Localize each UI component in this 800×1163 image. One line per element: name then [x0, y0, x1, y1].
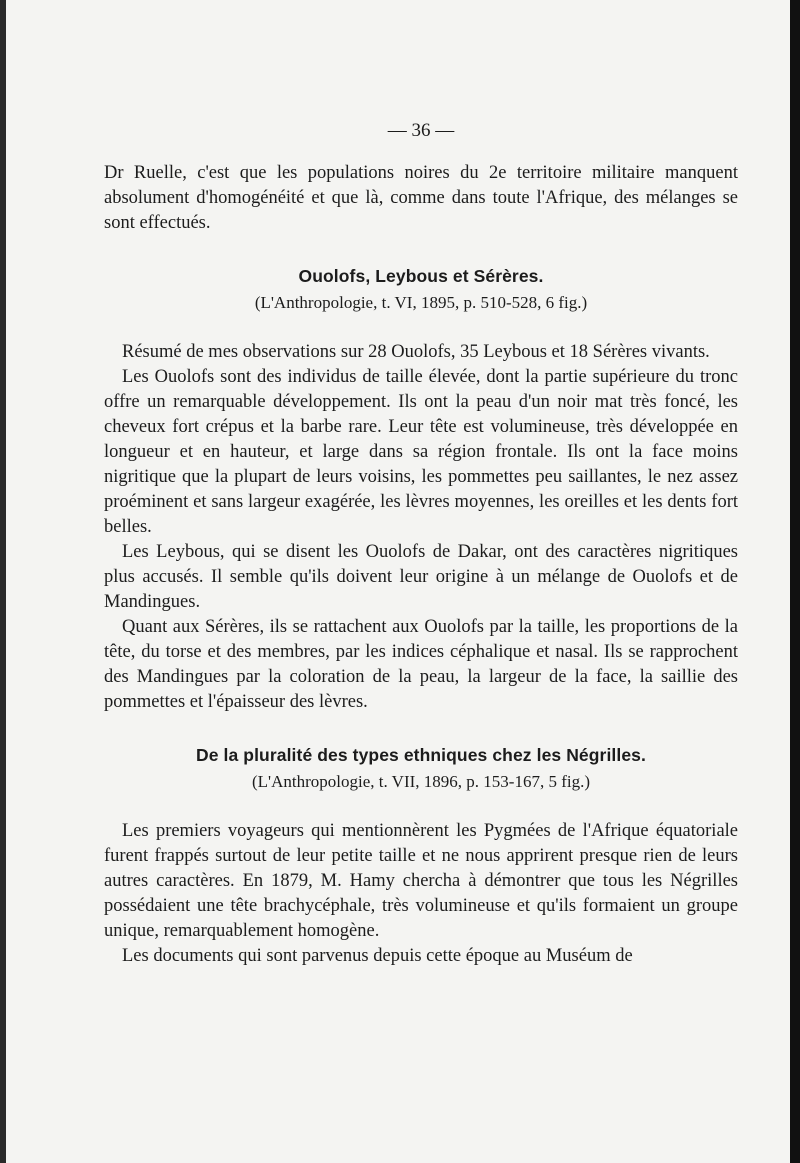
scan-left-edge [0, 0, 6, 1163]
paragraph: Quant aux Sérères, ils se rattachent aux Ouolofs par la taille, les proportions de la tête, du torse et des membres, par les indices céphalique et nasal. Ils se rapprochent des Mandingues par la coloration de la peau, la largeur de la face, la saillie des pommettes et l'épaisseur des lèvres. [104, 617, 738, 712]
page-number: — 36 — [387, 120, 455, 141]
scan-right-edge [790, 0, 800, 1163]
section-title-ouolofs: Ouolofs, Leybous et Sérères. [298, 266, 544, 286]
section-citation-negrilles: (L'Anthropologie, t. VII, 1896, p. 153-167, 5 fig.) [252, 772, 590, 791]
section-title-negrilles: De la pluralité des types ethniques chez les Négrilles. [196, 745, 646, 765]
paragraph: Résumé de mes observations sur 28 Ouolofs, 35 Leybous et 18 Sérères vivants. [122, 342, 710, 362]
intro-paragraph: Dr Ruelle, c'est que les populations noires du 2e territoire militaire manquent absolument d'homogénéité et que là, comme dans toute l'Afrique, des mélanges se sont effectués. [104, 163, 738, 233]
text-column [104, 112, 738, 969]
paragraph: Les documents qui sont parvenus depuis cette époque au Muséum de [122, 946, 633, 966]
section-citation-ouolofs: (L'Anthropologie, t. VI, 1895, p. 510-528, 6 fig.) [254, 293, 588, 312]
paragraph: Les premiers voyageurs qui mentionnèrent les Pygmées de l'Afrique équatoriale furent frappés surtout de leur petite taille et ne nous apprirent presque rien de leurs autres caractères. En 1879, M. Hamy chercha à démontrer que tous les Négrilles possédaient une tête brachycéphale, très volumineuse et qu'ils formaient un groupe unique, remarquablement homogène. [104, 821, 738, 941]
paragraph: Les Ouolofs sont des individus de taille élevée, dont la partie supérieure du tronc offre un remarquable développement. Ils ont la peau d'un noir mat très foncé, les cheveux fort crépus et la barbe rare. Leur tête est volumineuse, très développée en longueur et en hauteur, et large dans sa région frontale. Ils ont la face moins nigritique que la plupart de leurs voisins, les pommettes peu saillantes, le nez assez proéminent et sans largeur exagérée, les lèvres moyennes, les oreilles et les dents fort belles. [104, 367, 738, 537]
paragraph: Les Leybous, qui se disent les Ouolofs de Dakar, ont des caractères nigritiques plus accusés. Il semble qu'ils doivent leur origine à un mélange de Ouolofs et de Mandingues. [104, 542, 738, 612]
